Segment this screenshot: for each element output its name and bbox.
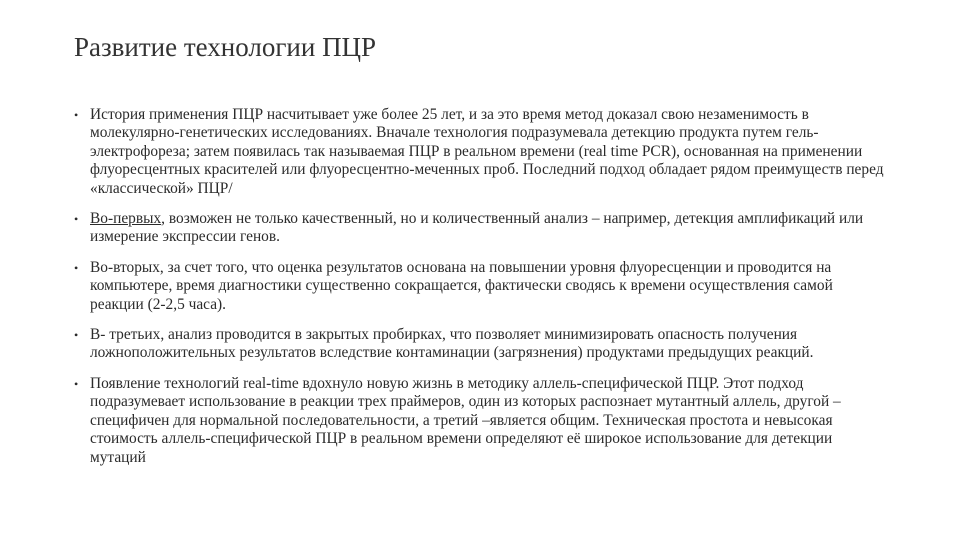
slide-title: Развитие технологии ПЦР bbox=[74, 32, 377, 62]
bullet-list bbox=[74, 106, 886, 479]
bullet-dot-icon: • bbox=[74, 212, 79, 227]
bullet-item-5 bbox=[74, 375, 886, 467]
bullet-text-2 bbox=[90, 210, 886, 247]
bullet-lead-underlined: Во-первых bbox=[90, 210, 162, 228]
bullet-dot-icon: • bbox=[74, 260, 79, 275]
bullet-dot-icon: • bbox=[74, 328, 79, 343]
bullet-item-3 bbox=[74, 259, 886, 314]
bullet-text-4: В- третьих, анализ проводится в закрытых пробирках, что позволяет минимизировать опасность получения ложноположительных результатов вследствие контаминации (загрязнения) продуктами предыдущих реакций. bbox=[90, 326, 814, 362]
bullet-dot-icon: • bbox=[74, 108, 79, 122]
bullet-text-3: Во-вторых, за счет того, что оценка результатов основана на повышении уровня флуоресценции и проводится на компьютере, время диагностики существенно сокращается, фактически сводясь к времени осуществления самой реакции (2-2,5 часа). bbox=[90, 258, 833, 313]
bullet-item-4 bbox=[74, 326, 886, 363]
bullet-item-2 bbox=[74, 210, 886, 247]
bullet-text-5: Появление технологий real-time вдохнуло новую жизнь в методику аллель-специфической ПЦР. Этот подход подразумевает использование в реакции трех праймеров, один из которых распознает мутантный аллель, другой – специфичен для нормальной последовательности, а третий –является общим. Техническая простота и невысокая стоимость аллель-специфической ПЦР в реальном времени определяют её широкое использование для детекции мутаций bbox=[90, 374, 841, 466]
bullet-text-2-rest: , возможен не только качественный, но и количественный анализ – например, детекция амплификаций или измерение экспрессии генов. bbox=[90, 210, 864, 246]
bullet-item-1 bbox=[74, 106, 886, 198]
bullet-dot-icon: • bbox=[74, 376, 79, 391]
bullet-text-1: История применения ПЦР насчитывает уже более 25 лет, и за это время метод доказал свою незаменимость в молекулярно-генетических исследованиях. Вначале технология подразумевала детекцию продукта путем гель-электрофореза; затем появилась так называемая ПЦР в реальном времени (real time PCR), основанная на применении флуоресцентных красителей или флуоресцентно-меченных проб. Последний подход обладает рядом преимуществ перед «классической» ПЦР/ bbox=[90, 106, 884, 197]
